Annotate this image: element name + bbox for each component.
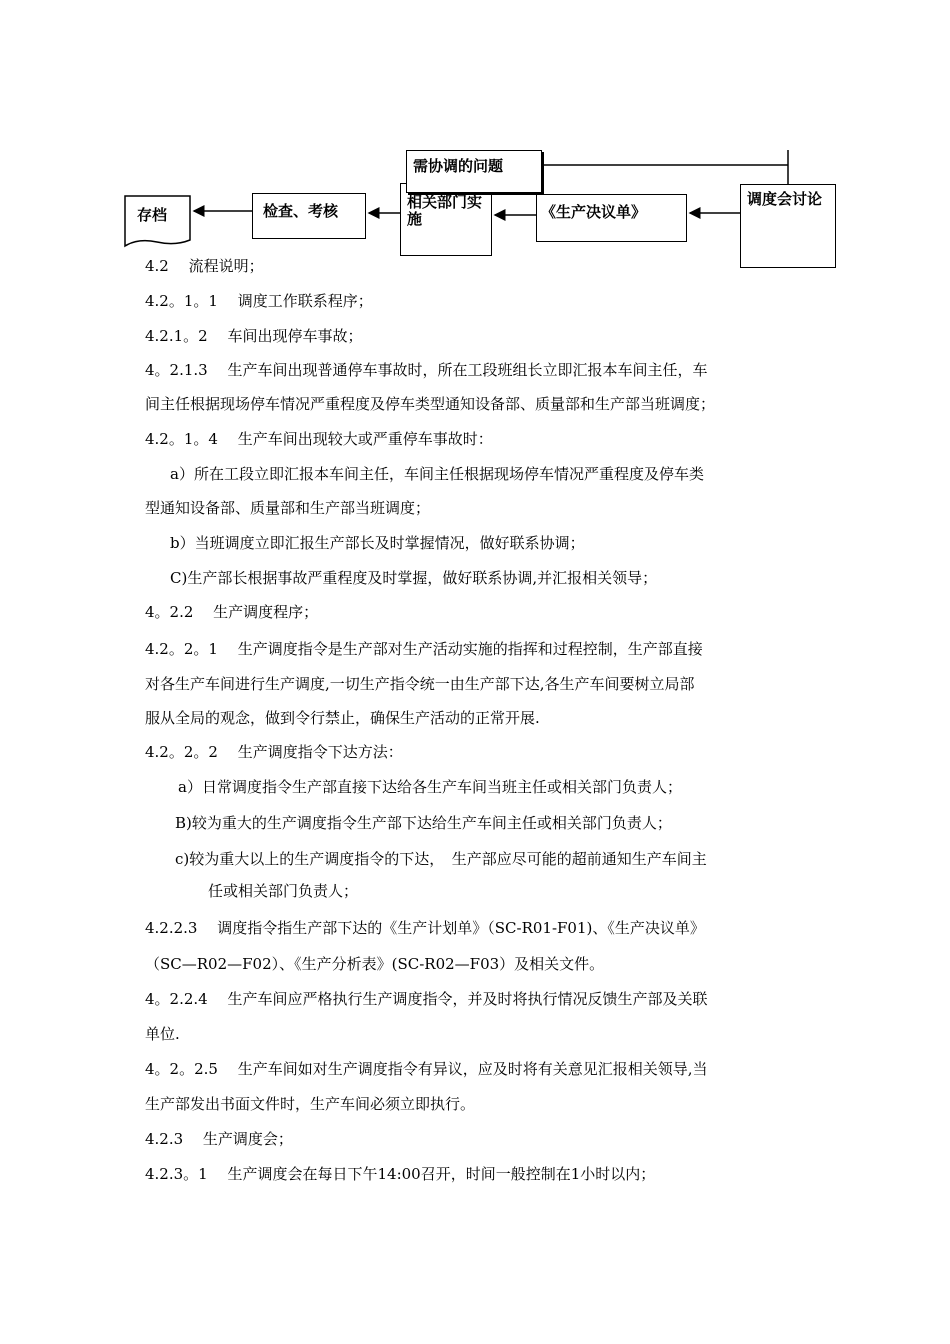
archive-label: 存档 [137,206,168,224]
text-line: B)较为重大的生产调度指令生产部下达给生产车间主任或相关部门负责人； [175,814,672,832]
decision-box [536,194,687,242]
text-line: a）所在工段立即汇报本车间主任，车间主任根据现场停车情况严重程度及停车类 [170,465,704,483]
text-line: b）当班调度立即汇报生产部长及时掌握情况，做好联系协调； [170,534,585,552]
text-line: 生产部发出书面文件时，生产车间必须立即执行。 [145,1095,476,1113]
flowchart [0,0,950,280]
decision-label: 《生产决议单》 [541,203,647,221]
text-line: 4.2.3 生产调度会； [145,1130,293,1148]
text-line: 4.2.1。2 车间出现停车事故； [145,327,363,345]
text-line: 4.2 流程说明； [145,257,264,275]
text-line: 4。2.2 生产调度程序； [145,603,319,621]
text-line: 4。2.1.3 生产车间出现普通停车事故时，所在工段班组长立即汇报本车间主任，车 [145,361,708,379]
text-line: 4.2.3。1 生产调度会在每日下午14:00召开，时间一般控制在1小时以内； [145,1165,656,1183]
implement-label: 相关部门实施 [407,193,483,228]
text-line: 间主任根据现场停车情况严重程度及停车类型通知设备部、质量部和生产部当班调度； [145,395,716,413]
text-line: 对各生产车间进行生产调度,一切生产指令统一由生产部下达,各生产车间要树立局部 [145,675,695,693]
issue-label: 需协调的问题 [413,157,504,175]
text-line: 4.2。2。1 生产调度指令是生产部对生产活动实施的指挥和过程控制，生产部直接 [145,640,703,658]
check-box [252,193,366,239]
text-line: 4。2.2.4 生产车间应严格执行生产调度指令，并及时将执行情况反馈生产部及关联 [145,990,708,1008]
issue-box [406,150,542,193]
text-line: c)较为重大以上的生产调度指令的下达， 生产部应尽可能的超前通知生产车间主 [175,850,707,868]
text-line: a）日常调度指令生产部直接下达给各生产车间当班主任或相关部门负责人； [178,778,682,796]
text-line: C)生产部长根据事故严重程度及时掌握，做好联系协调,并汇报相关领导； [170,569,658,587]
text-line: 型通知设备部、质量部和生产部当班调度； [145,499,431,517]
text-line: 服从全局的观念，做到令行禁止，确保生产活动的正常开展. [145,709,540,727]
text-line: 单位. [145,1025,180,1043]
text-line: （SC—R02—F02）、《生产分析表》(SC-R02—F03）及相关文件。 [145,955,605,973]
meeting-box [740,184,836,268]
text-line: 4.2.2.3 调度指令指生产部下达的《生产计划单》（SC-R01-F01)、《生产决议单》 [145,919,705,937]
text-line: 4.2。1。1 调度工作联系程序； [145,292,373,310]
text-line: 4.2。2。2 生产调度指令下达方法： [145,743,403,761]
text-line: 4。2。2.5 生产车间如对生产调度指令有异议，应及时将有关意见汇报相关领导,当 [145,1060,708,1078]
meeting-label: 调度会讨论 [747,190,823,208]
text-line: 任或相关部门负责人； [208,882,359,900]
text-line: 4.2。1。4 生产车间出现较大或严重停车事故时： [145,430,493,448]
implement-box [400,183,492,256]
check-label: 检查、考核 [263,202,339,220]
